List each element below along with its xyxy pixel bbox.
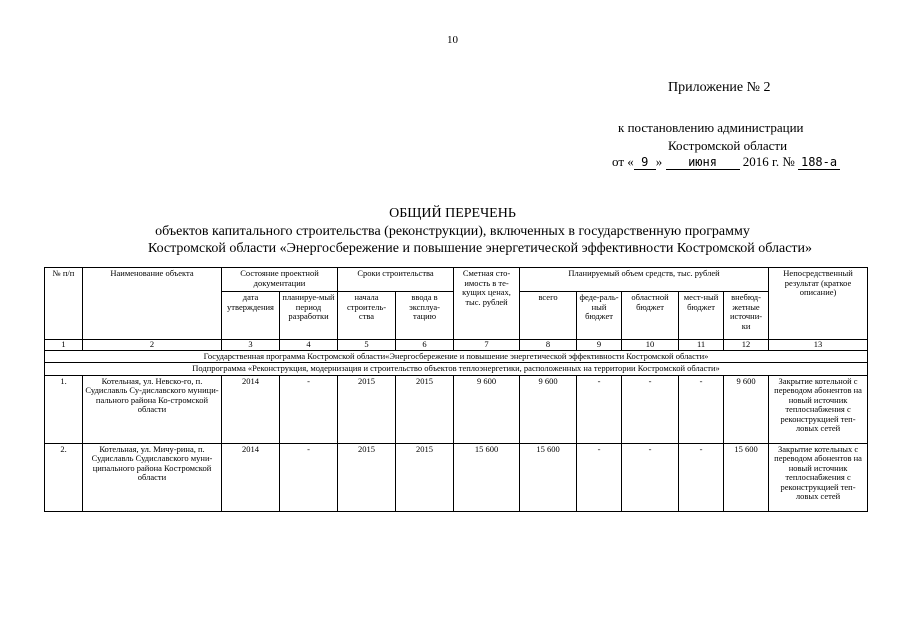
date-prefix: от « [612,154,634,169]
row-approval-date: 2014 [222,375,280,443]
header-project-docs: Состояние проектной документации [222,268,338,292]
date-month: июня [666,155,740,170]
row-start: 2015 [338,443,396,511]
appendix-line-1: к постановлению администрации [618,120,804,135]
row-federal-budget: - [577,375,622,443]
column-number: 12 [724,340,769,351]
header-approval-date: дата утверждения [222,292,280,340]
column-number: 7 [454,340,520,351]
program-row: Государственная программа Костромской области«Энергосбережение и повышение энергетической эффективности Костромской области» [45,350,868,363]
row-approval-date: 2014 [222,443,280,511]
date-day: 9 [634,155,656,170]
header-regional-budget: областной бюджет [622,292,679,340]
header-start: начала строитель-ства [338,292,396,340]
row-result: Закрытие котельной с переводом абонентов на новый источник теплоснабжения с реконструкцией теп-ловых сетей [769,375,868,443]
row-extra-budget: 9 600 [724,375,769,443]
header-federal-budget: феде-раль-ный бюджет [577,292,622,340]
column-number: 1 [45,340,83,351]
date-mid: » [655,154,663,169]
appendix-date-line [612,154,840,170]
row-estimated-cost: 9 600 [454,375,520,443]
row-start: 2015 [338,375,396,443]
appendix-title: Приложение № 2 [668,80,771,95]
appendix-line-2: Костромской области [668,138,788,153]
column-number: 3 [222,340,280,351]
row-result: Закрытие котельных с переводом абонентов на новый источник теплоснабжения с реконструкцией теп-ловых сетей [769,443,868,511]
row-local-budget: - [679,375,724,443]
row-federal-budget: - [577,443,622,511]
column-number: 10 [622,340,679,351]
row-local-budget: - [679,443,724,511]
column-number: 8 [520,340,577,351]
date-year: 2016 г. № [742,154,795,169]
row-number: 1. [45,375,83,443]
row-total: 9 600 [520,375,577,443]
table-row [45,375,868,443]
subprogram-row: Подпрограмма «Реконструкция, модернизация и строительство объектов теплоэнергетики, расположенных на территории Костромской области» [45,363,868,376]
header-object-name: Наименование объекта [83,268,222,340]
header-number: № п/п [45,268,83,340]
row-estimated-cost: 15 600 [454,443,520,511]
table-row [45,443,868,511]
list-title: ОБЩИЙ ПЕРЕЧЕНЬ [389,206,516,221]
column-number: 13 [769,340,868,351]
row-object-name: Котельная, ул. Мичу-рина, п. Судиславль Судиславского муни-ципального района Костромской области [83,443,222,511]
page-number: 10 [447,34,458,46]
column-number: 9 [577,340,622,351]
column-number: 11 [679,340,724,351]
row-planned-period: - [280,443,338,511]
row-number: 2. [45,443,83,511]
row-regional-budget: - [622,375,679,443]
row-extra-budget: 15 600 [724,443,769,511]
header-estimated-cost: Сметная сто-имость в те-кущих ценах, тыс. рублей [454,268,520,340]
objects-table [44,267,868,512]
header-extra-budget: внебюд-жетные источни-ки [724,292,769,340]
row-total: 15 600 [520,443,577,511]
header-planned-funds: Планируемый объем средств, тыс. рублей [520,268,769,292]
column-number: 4 [280,340,338,351]
list-subtitle-1: объектов капитального строительства (реконструкции), включенных в государственную программу [155,224,750,239]
header-result: Непосредственный результат (краткое описание) [769,268,868,340]
header-commissioning: ввода в эксплуа-тацию [396,292,454,340]
header-construction-terms: Сроки строительства [338,268,454,292]
column-number: 2 [83,340,222,351]
row-commissioning: 2015 [396,443,454,511]
row-planned-period: - [280,375,338,443]
column-number: 5 [338,340,396,351]
header-total: всего [520,292,577,340]
row-regional-budget: - [622,443,679,511]
row-commissioning: 2015 [396,375,454,443]
header-local-budget: мест-ный бюджет [679,292,724,340]
list-subtitle-2: Костромской области «Энергосбережение и повышение энергетической эффективности Костромской области» [147,241,813,256]
document-number: 188-а [798,155,840,170]
row-object-name: Котельная, ул. Невско-го, п. Судиславль Су-диславского муници-пального района Ко-стромской области [83,375,222,443]
column-number: 6 [396,340,454,351]
header-planned-period: планируе-мый период разработки [280,292,338,340]
